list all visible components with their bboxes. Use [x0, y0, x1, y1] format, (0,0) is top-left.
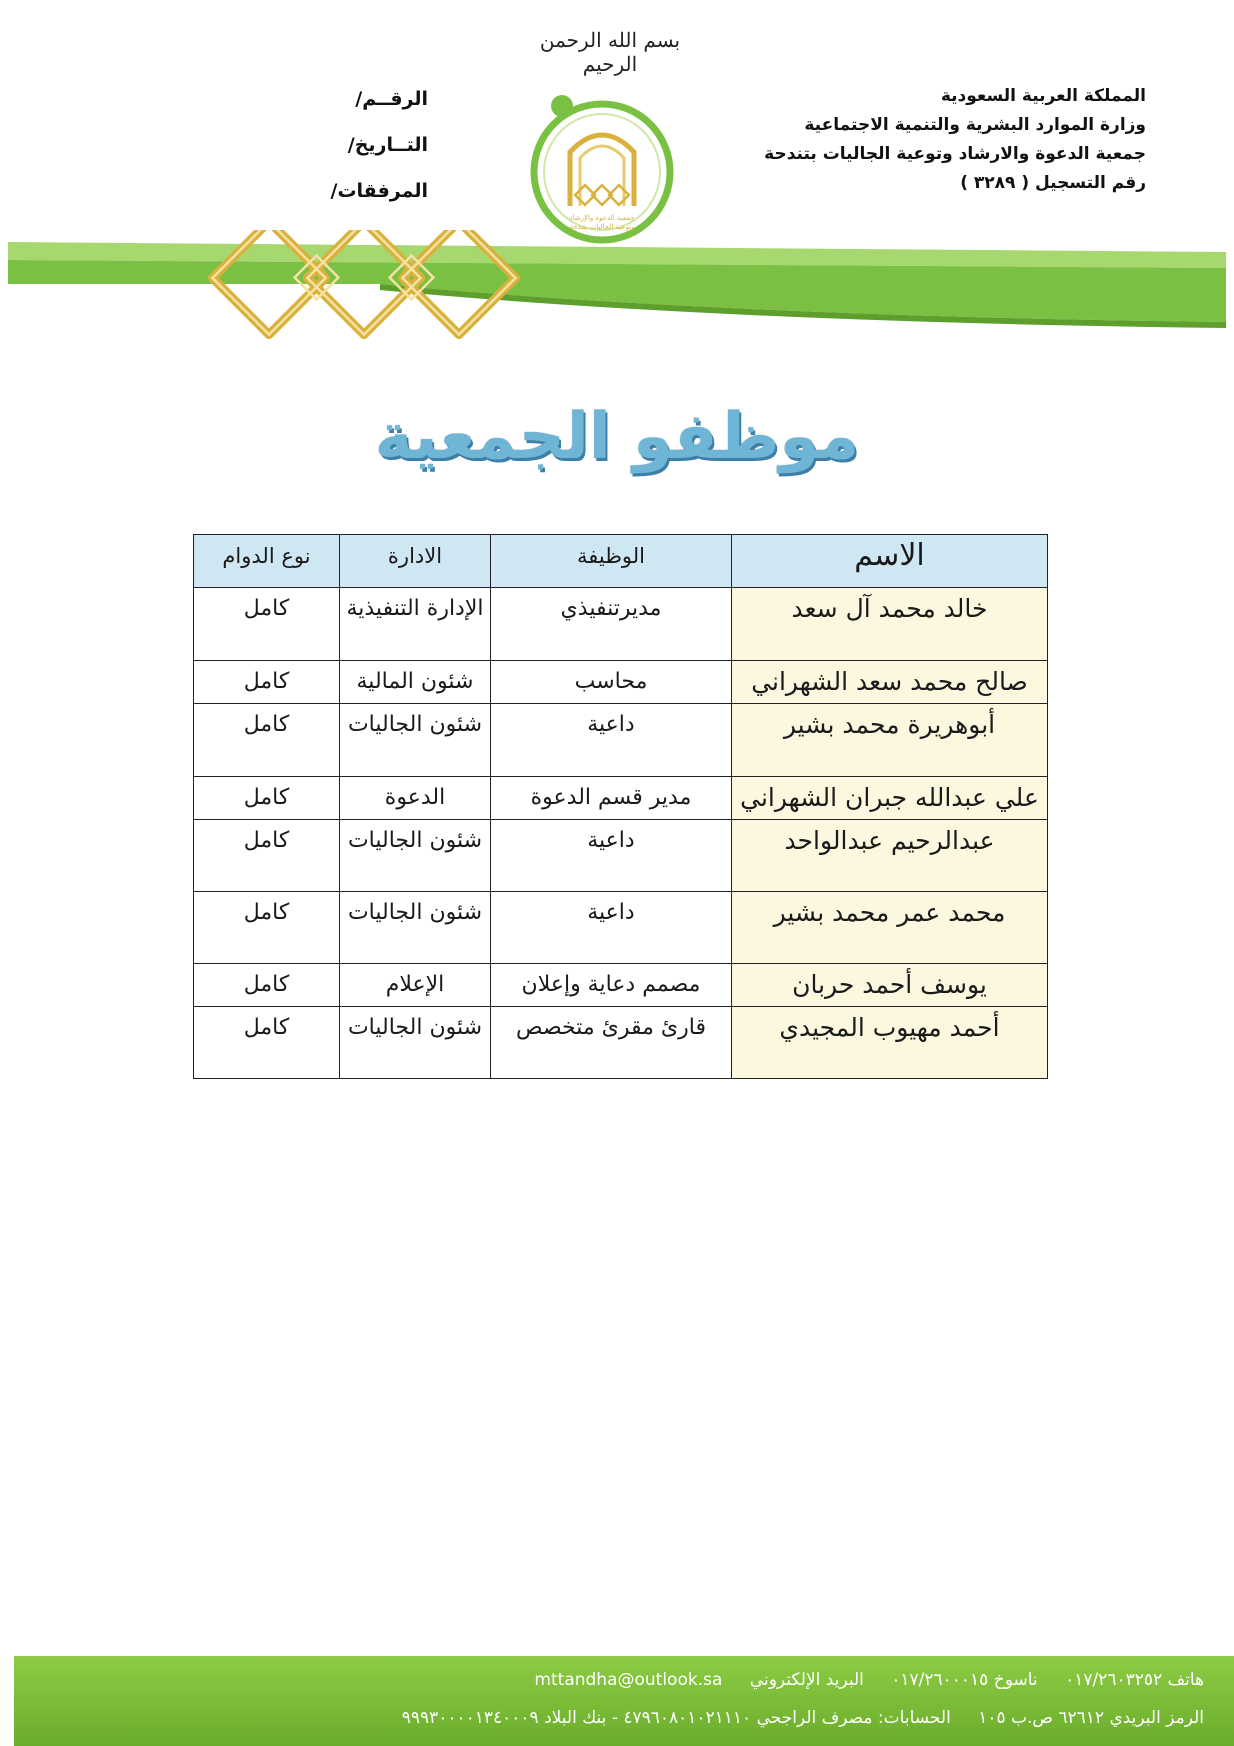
table-row: [194, 964, 1048, 1007]
footer-bar: [14, 1656, 1234, 1746]
employee-name: محمد عمر محمد بشير: [732, 892, 1048, 964]
employee-name: أحمد مهيوب المجيدي: [732, 1007, 1048, 1079]
ref-number-label: الرقــم/: [355, 88, 428, 110]
employee-work-type: كامل: [194, 892, 340, 964]
organization-block: [726, 82, 1146, 198]
employee-job: قارئ مقرئ متخصص: [491, 1007, 732, 1079]
table-row: [194, 588, 1048, 661]
employee-department: شئون المالية: [340, 661, 491, 704]
reference-fields: [318, 76, 428, 214]
employee-name: علي عبدالله جبران الشهراني: [732, 777, 1048, 820]
attachments-label: المرفقات/: [330, 180, 428, 202]
employee-job: داعية: [491, 704, 732, 777]
employee-work-type: كامل: [194, 1007, 340, 1079]
footer-phone: هاتف ٠١٧/٢٦٠٣٢٥٢: [1065, 1670, 1204, 1690]
table-row: [194, 704, 1048, 777]
employee-department: شئون الجاليات: [340, 704, 491, 777]
org-line: المملكة العربية السعودية: [940, 86, 1146, 106]
org-line: رقم التسجيل ( ٣٢٨٩ ): [960, 173, 1146, 193]
column-header-job: الوظيفة: [491, 535, 732, 588]
employee-work-type: كامل: [194, 588, 340, 661]
employee-department: الدعوة: [340, 777, 491, 820]
footer-accounts: الحسابات: مصرف الراجحي ٤٧٩٦٠٨٠١٠٢١١١٠ - بنك البلاد ٩٩٩٣٠٠٠٠١٣٤٠٠٠٩: [401, 1708, 951, 1728]
employee-work-type: كامل: [194, 820, 340, 892]
employee-job: محاسب: [491, 661, 732, 704]
table-row: [194, 777, 1048, 820]
logo-text: جمعية الدعوة والإرشاد: [569, 214, 635, 222]
footer-fax: ناسوخ ٠١٧/٢٦٠٠٠١٥: [891, 1670, 1038, 1690]
table-row: [194, 820, 1048, 892]
column-header-department: الادارة: [340, 535, 491, 588]
logo-text: وتوعية الجاليات بتندحة: [569, 223, 635, 231]
date-label: التــاريخ/: [347, 134, 428, 156]
table-row: [194, 892, 1048, 964]
employee-job: داعية: [491, 820, 732, 892]
employee-work-type: كامل: [194, 777, 340, 820]
employee-work-type: كامل: [194, 964, 340, 1007]
footer-bank-line: [14, 1708, 1204, 1728]
employee-name: خالد محمد آل سعد: [732, 588, 1048, 661]
org-line: وزارة الموارد البشرية والتنمية الاجتماعية: [804, 115, 1146, 135]
footer-postal: الرمز البريدي ٦٢٦١٢ ص.ب ١٠٥: [978, 1708, 1204, 1728]
footer-email-label: البريد الإلكتروني: [749, 1670, 864, 1690]
footer-contact-line: [14, 1670, 1204, 1690]
table-row: [194, 661, 1048, 704]
column-header-name: الاسم: [732, 535, 1048, 588]
employee-job: مديرتنفيذي: [491, 588, 732, 661]
employee-department: شئون الجاليات: [340, 820, 491, 892]
employee-name: عبدالرحيم عبدالواحد: [732, 820, 1048, 892]
employee-work-type: كامل: [194, 704, 340, 777]
employee-name: أبوهريرة محمد بشير: [732, 704, 1048, 777]
column-header-work-type: نوع الدوام: [194, 535, 340, 588]
employee-name: صالح محمد سعد الشهراني: [732, 661, 1048, 704]
association-logo: [520, 88, 685, 248]
table-row: [194, 1007, 1048, 1079]
employee-department: شئون الجاليات: [340, 1007, 491, 1079]
page-title: موظفو الجمعية: [374, 400, 860, 474]
employee-name: يوسف أحمد حربان: [732, 964, 1048, 1007]
employee-department: الإدارة التنفيذية: [340, 588, 491, 661]
staff-table: [193, 534, 1048, 1079]
employee-job: مدير قسم الدعوة: [491, 777, 732, 820]
employee-job: مصمم دعاية وإعلان: [491, 964, 732, 1007]
footer-email[interactable]: mttandha@outlook.sa: [534, 1670, 723, 1690]
employee-department: شئون الجاليات: [340, 892, 491, 964]
employee-job: داعية: [491, 892, 732, 964]
employee-work-type: كامل: [194, 661, 340, 704]
employee-department: الإعلام: [340, 964, 491, 1007]
org-line: جمعية الدعوة والارشاد وتوعية الجاليات بتندحة: [764, 144, 1146, 164]
table-header-row: [194, 535, 1048, 588]
decorative-band: [0, 230, 1234, 340]
basmala: بسم الله الرحمن الرحيم: [539, 28, 681, 76]
